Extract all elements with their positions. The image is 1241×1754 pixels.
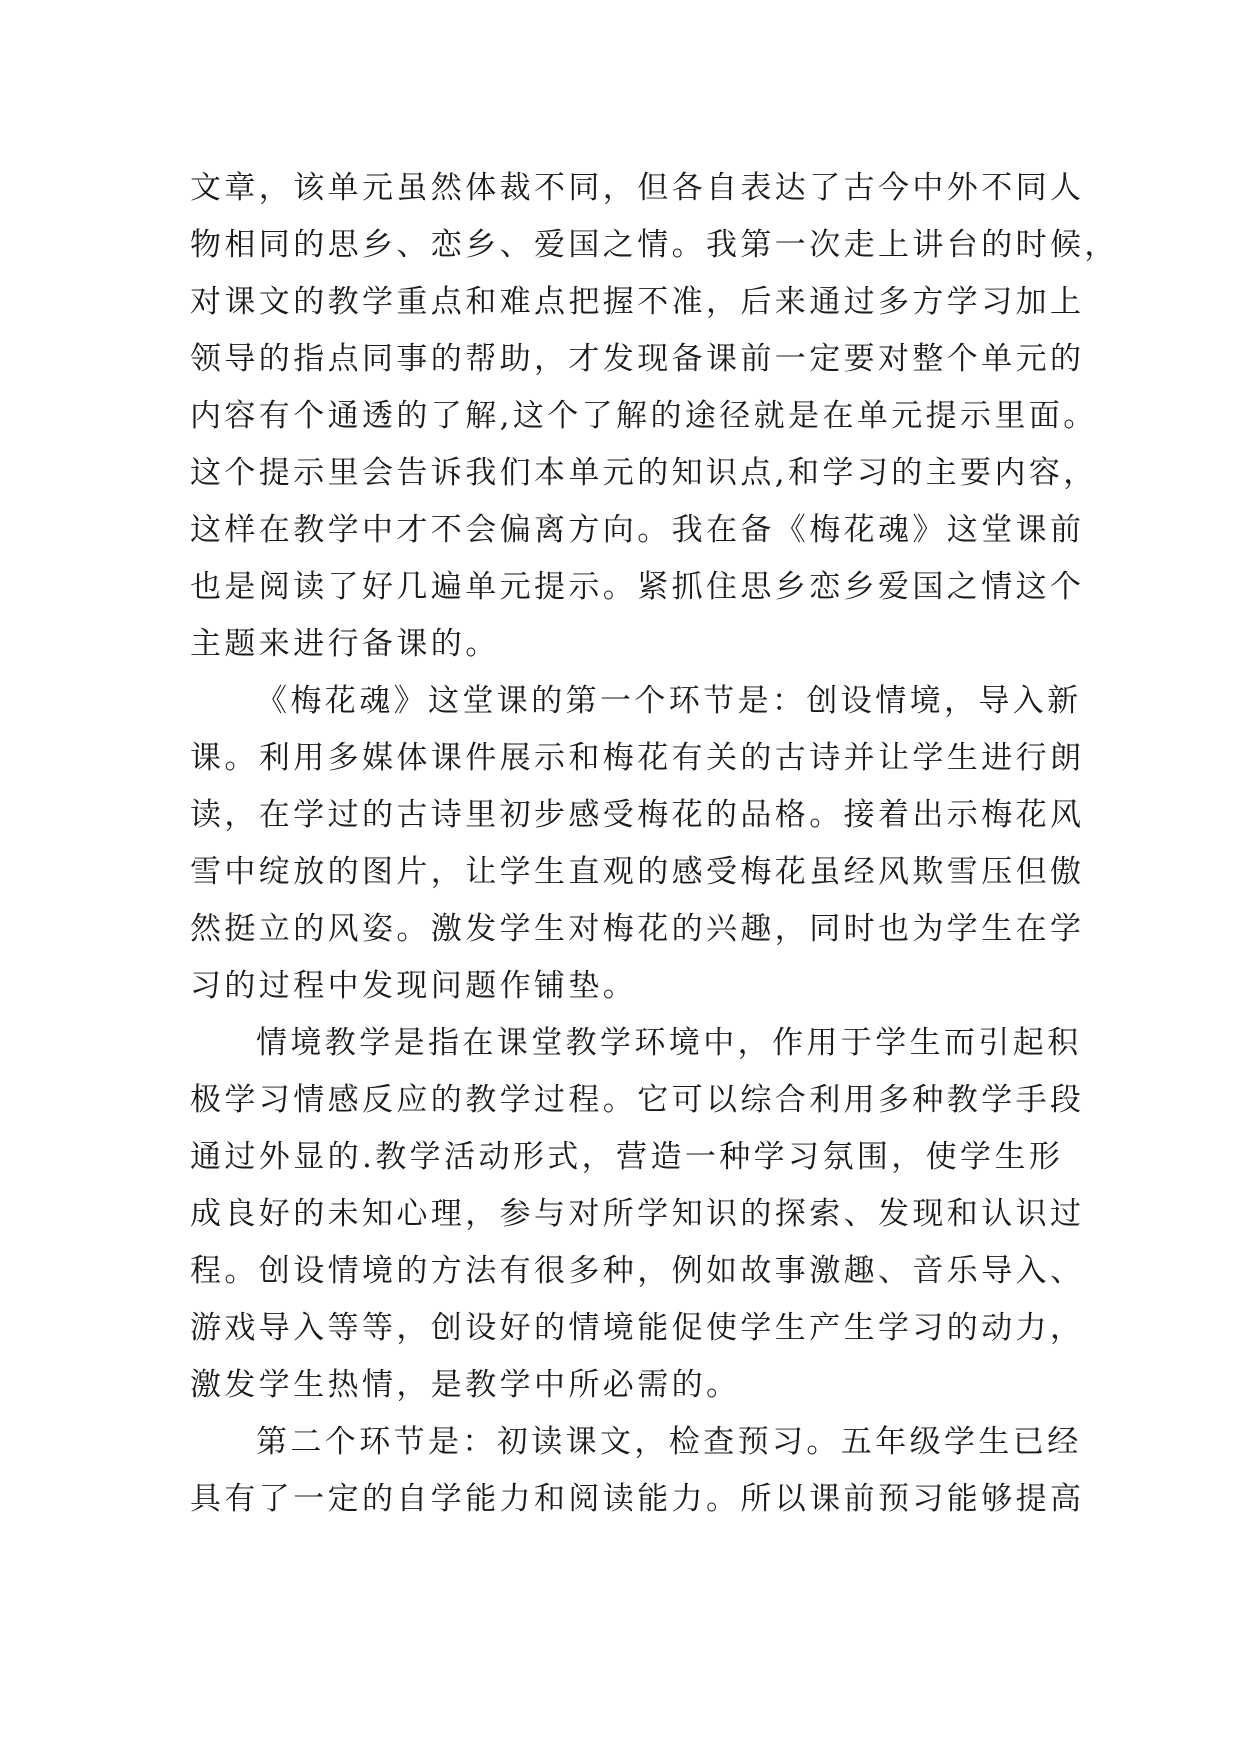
text-line: 具有了一定的自学能力和阅读能力。所以课前预习能够提高	[190, 1481, 1085, 1517]
text-line: 文章，该单元虽然体裁不同，但各自表达了古今中外不同人	[190, 170, 1085, 206]
text-line: 读，在学过的古诗里初步感受梅花的品格。接着出示梅花风	[190, 797, 1085, 833]
text-line: 程。创设情境的方法有很多种，例如故事激趣、音乐导入、	[190, 1253, 1085, 1289]
text-line: 雪中绽放的图片，让学生直观的感受梅花虽经风欺雪压但傲	[190, 854, 1085, 890]
text-line: 然挺立的风姿。激发学生对梅花的兴趣，同时也为学生在学	[190, 911, 1085, 947]
text-line: 极学习情感反应的教学过程。它可以综合利用多种教学手段	[190, 1082, 1085, 1118]
text-line: 激发学生热情，是教学中所必需的。	[190, 1367, 741, 1403]
paragraph	[190, 1414, 1085, 1528]
paragraph	[190, 673, 1085, 1015]
text-line: 主题来进行备课的。	[190, 626, 500, 662]
text-line: 也是阅读了好几遍单元提示。紧抓住思乡恋乡爱国之情这个	[190, 569, 1085, 605]
text-line: 《梅花魂》这堂课的第一个环节是：创设情境，导入新	[256, 683, 1082, 719]
paragraph	[190, 1015, 1085, 1414]
text-line: 内容有个通透的了解,这个了解的途径就是在单元提示里面。	[190, 398, 1098, 434]
text-line: 游戏导入等等，创设好的情境能促使学生产生学习的动力，	[190, 1310, 1085, 1346]
text-line: 对课文的教学重点和难点把握不准，后来通过多方学习加上	[190, 284, 1085, 320]
text-line: 这个提示里会告诉我们本单元的知识点,和学习的主要内容，	[190, 455, 1098, 491]
text-line: 习的过程中发现问题作铺垫。	[190, 968, 638, 1004]
text-line: 领导的指点同事的帮助，才发现备课前一定要对整个单元的	[190, 341, 1085, 377]
document-body	[190, 160, 1119, 1528]
paragraph	[190, 160, 1119, 673]
text-line: 通过外显的.教学活动形式，营造一种学习氛围，使学生形	[190, 1139, 1064, 1175]
text-line: 物相同的思乡、恋乡、爱国之情。我第一次走上讲台的时候，	[190, 227, 1119, 263]
text-line: 这样在教学中才不会偏离方向。我在备《梅花魂》这堂课前	[190, 512, 1085, 548]
text-line: 成良好的未知心理，参与对所学知识的探索、发现和认识过	[190, 1196, 1085, 1232]
text-line: 课。利用多媒体课件展示和梅花有关的古诗并让学生进行朗	[190, 740, 1085, 776]
text-line: 第二个环节是：初读课文，检查预习。五年级学生已经	[256, 1424, 1082, 1460]
text-line: 情境教学是指在课堂教学环境中，作用于学生而引起积	[256, 1025, 1082, 1061]
